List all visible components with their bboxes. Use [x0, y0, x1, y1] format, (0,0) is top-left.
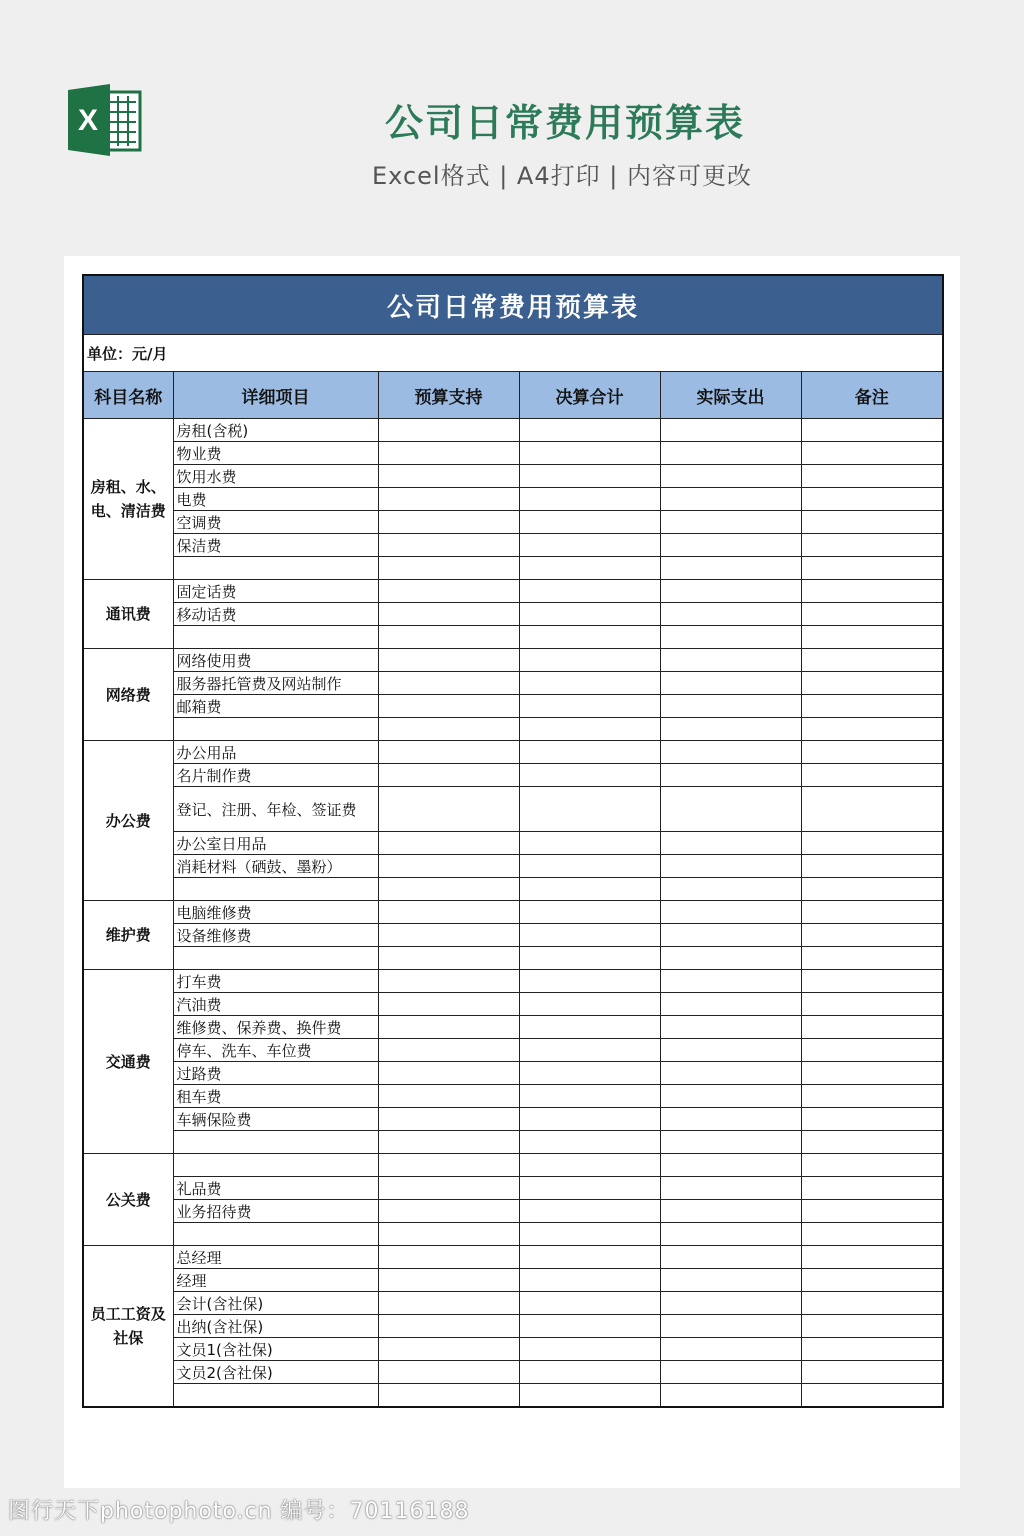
budget-cell[interactable]: [378, 901, 519, 924]
remark-cell[interactable]: [801, 970, 943, 993]
final-cell[interactable]: [519, 1131, 660, 1154]
budget-cell[interactable]: [378, 970, 519, 993]
budget-cell[interactable]: [378, 1039, 519, 1062]
detail-item-cell[interactable]: 维修费、保养费、换件费: [173, 1016, 378, 1039]
final-cell[interactable]: [519, 1223, 660, 1246]
remark-cell[interactable]: [801, 626, 943, 649]
remark-cell[interactable]: [801, 1246, 943, 1269]
final-cell[interactable]: [519, 855, 660, 878]
detail-item-cell[interactable]: [173, 626, 378, 649]
table-row: [83, 1315, 943, 1338]
actual-cell[interactable]: [660, 1039, 801, 1062]
final-cell[interactable]: [519, 672, 660, 695]
final-cell[interactable]: [519, 695, 660, 718]
final-cell[interactable]: [519, 1361, 660, 1384]
actual-cell[interactable]: [660, 442, 801, 465]
actual-cell[interactable]: [660, 580, 801, 603]
table-row: [83, 419, 943, 442]
final-cell[interactable]: [519, 1108, 660, 1131]
detail-item-cell[interactable]: 名片制作费: [173, 764, 378, 787]
remark-cell[interactable]: [801, 1361, 943, 1384]
table-row: [83, 1108, 943, 1131]
table-row: [83, 1062, 943, 1085]
budget-cell[interactable]: [378, 1177, 519, 1200]
actual-cell[interactable]: [660, 878, 801, 901]
table-row: [83, 1039, 943, 1062]
remark-cell[interactable]: [801, 1384, 943, 1408]
detail-item-cell[interactable]: 网络使用费: [173, 649, 378, 672]
table-row: [83, 672, 943, 695]
budget-cell[interactable]: [378, 1223, 519, 1246]
table-row: [83, 787, 943, 832]
actual-cell[interactable]: [660, 1384, 801, 1408]
detail-item-cell[interactable]: [173, 1384, 378, 1408]
remark-cell[interactable]: [801, 1292, 943, 1315]
budget-cell[interactable]: [378, 1246, 519, 1269]
page-title: 公司日常费用预算表: [384, 101, 745, 145]
actual-cell[interactable]: [660, 419, 801, 442]
table-row: [83, 626, 943, 649]
remark-cell[interactable]: [801, 1154, 943, 1177]
remark-cell[interactable]: [801, 511, 943, 534]
remark-cell[interactable]: [801, 718, 943, 741]
final-cell[interactable]: [519, 924, 660, 947]
final-cell[interactable]: [519, 741, 660, 764]
actual-cell[interactable]: [660, 947, 801, 970]
actual-cell[interactable]: [660, 787, 801, 832]
budget-cell[interactable]: [378, 1131, 519, 1154]
actual-cell[interactable]: [660, 557, 801, 580]
detail-item-cell[interactable]: 经理: [173, 1269, 378, 1292]
table-row: [83, 1338, 943, 1361]
remark-cell[interactable]: [801, 787, 943, 832]
budget-cell[interactable]: [378, 695, 519, 718]
actual-cell[interactable]: [660, 764, 801, 787]
budget-cell[interactable]: [378, 855, 519, 878]
detail-item-cell[interactable]: 出纳(含社保): [173, 1315, 378, 1338]
budget-cell[interactable]: [378, 672, 519, 695]
remark-cell[interactable]: [801, 947, 943, 970]
actual-cell[interactable]: [660, 855, 801, 878]
category-cell: 办公费: [83, 741, 173, 901]
detail-item-cell[interactable]: 车辆保险费: [173, 1108, 378, 1131]
budget-cell[interactable]: [378, 947, 519, 970]
actual-cell[interactable]: [660, 741, 801, 764]
actual-cell[interactable]: [660, 511, 801, 534]
page-subtitle: Excel格式 | A4打印 | 内容可更改: [372, 162, 752, 190]
table-row: [83, 1085, 943, 1108]
category-cell: 维护费: [83, 901, 173, 970]
col-header-budget: 预算支持: [378, 372, 519, 419]
actual-cell[interactable]: [660, 1131, 801, 1154]
excel-icon-letter: X: [77, 104, 99, 137]
table-row: [83, 1223, 943, 1246]
remark-cell[interactable]: [801, 878, 943, 901]
budget-cell[interactable]: [378, 832, 519, 855]
actual-cell[interactable]: [660, 1292, 801, 1315]
budget-cell[interactable]: [378, 511, 519, 534]
detail-item-cell[interactable]: 物业费: [173, 442, 378, 465]
actual-cell[interactable]: [660, 1085, 801, 1108]
remark-cell[interactable]: [801, 1338, 943, 1361]
budget-cell[interactable]: [378, 1154, 519, 1177]
remark-cell[interactable]: [801, 465, 943, 488]
table-row: [83, 1016, 943, 1039]
remark-cell[interactable]: [801, 901, 943, 924]
detail-item-cell[interactable]: [173, 557, 378, 580]
detail-item-cell[interactable]: 邮箱费: [173, 695, 378, 718]
final-cell[interactable]: [519, 993, 660, 1016]
actual-cell[interactable]: [660, 1361, 801, 1384]
detail-item-cell[interactable]: 打车费: [173, 970, 378, 993]
detail-item-cell[interactable]: 消耗材料（硒鼓、墨粉）: [173, 855, 378, 878]
remark-cell[interactable]: [801, 993, 943, 1016]
remark-cell[interactable]: [801, 488, 943, 511]
detail-item-cell[interactable]: 总经理: [173, 1246, 378, 1269]
table-row: [83, 603, 943, 626]
remark-cell[interactable]: [801, 695, 943, 718]
budget-cell[interactable]: [378, 1384, 519, 1408]
remark-cell[interactable]: [801, 832, 943, 855]
final-cell[interactable]: [519, 1384, 660, 1408]
final-cell[interactable]: [519, 970, 660, 993]
remark-cell[interactable]: [801, 1085, 943, 1108]
actual-cell[interactable]: [660, 1177, 801, 1200]
table-row: [83, 832, 943, 855]
final-cell[interactable]: [519, 1039, 660, 1062]
budget-cell[interactable]: [378, 649, 519, 672]
col-header-detail: 详细项目: [173, 372, 378, 419]
budget-cell[interactable]: [378, 1269, 519, 1292]
table-row: [83, 1384, 943, 1408]
remark-cell[interactable]: [801, 419, 943, 442]
budget-cell[interactable]: [378, 741, 519, 764]
budget-cell[interactable]: [378, 1108, 519, 1131]
budget-cell[interactable]: [378, 1062, 519, 1085]
table-row: [83, 557, 943, 580]
final-cell[interactable]: [519, 787, 660, 832]
budget-cell[interactable]: [378, 1016, 519, 1039]
detail-item-cell[interactable]: 设备维修费: [173, 924, 378, 947]
actual-cell[interactable]: [660, 695, 801, 718]
table-row: [83, 1246, 943, 1269]
table-row: [83, 465, 943, 488]
final-cell[interactable]: [519, 1315, 660, 1338]
table-row: [83, 1131, 943, 1154]
remark-cell[interactable]: [801, 1315, 943, 1338]
final-cell[interactable]: [519, 878, 660, 901]
detail-item-cell[interactable]: 固定话费: [173, 580, 378, 603]
table-row: [83, 855, 943, 878]
table-row: [83, 1154, 943, 1177]
remark-cell[interactable]: [801, 764, 943, 787]
actual-cell[interactable]: [660, 1154, 801, 1177]
detail-item-cell[interactable]: [173, 718, 378, 741]
remark-cell[interactable]: [801, 672, 943, 695]
budget-cell[interactable]: [378, 718, 519, 741]
remark-cell[interactable]: [801, 442, 943, 465]
detail-item-cell[interactable]: 过路费: [173, 1062, 378, 1085]
detail-item-cell[interactable]: 办公用品: [173, 741, 378, 764]
budget-cell[interactable]: [378, 787, 519, 832]
remark-cell[interactable]: [801, 1269, 943, 1292]
detail-item-cell[interactable]: 保洁费: [173, 534, 378, 557]
detail-item-cell[interactable]: 服务器托管费及网站制作: [173, 672, 378, 695]
final-cell[interactable]: [519, 649, 660, 672]
final-cell[interactable]: [519, 557, 660, 580]
table-row: [83, 878, 943, 901]
remark-cell[interactable]: [801, 1177, 943, 1200]
remark-cell[interactable]: [801, 1039, 943, 1062]
budget-cell[interactable]: [378, 488, 519, 511]
final-cell[interactable]: [519, 1154, 660, 1177]
budget-cell[interactable]: [378, 442, 519, 465]
col-header-final: 决算合计: [519, 372, 660, 419]
remark-cell[interactable]: [801, 603, 943, 626]
budget-cell[interactable]: [378, 1361, 519, 1384]
table-row: [83, 947, 943, 970]
final-cell[interactable]: [519, 764, 660, 787]
remark-cell[interactable]: [801, 1131, 943, 1154]
detail-item-cell[interactable]: [173, 1223, 378, 1246]
table-row: [83, 764, 943, 787]
table-row: [83, 511, 943, 534]
table-row: [83, 695, 943, 718]
actual-cell[interactable]: [660, 1200, 801, 1223]
table-row: [83, 534, 943, 557]
budget-cell[interactable]: [378, 764, 519, 787]
detail-item-cell[interactable]: 电费: [173, 488, 378, 511]
final-cell[interactable]: [519, 1246, 660, 1269]
actual-cell[interactable]: [660, 672, 801, 695]
actual-cell[interactable]: [660, 1016, 801, 1039]
final-cell[interactable]: [519, 1338, 660, 1361]
table-row: [83, 1292, 943, 1315]
budget-cell[interactable]: [378, 1338, 519, 1361]
budget-cell[interactable]: [378, 557, 519, 580]
detail-item-cell[interactable]: 移动话费: [173, 603, 378, 626]
table-row: [83, 924, 943, 947]
final-cell[interactable]: [519, 1292, 660, 1315]
final-cell[interactable]: [519, 1085, 660, 1108]
final-cell[interactable]: [519, 718, 660, 741]
detail-item-cell[interactable]: [173, 1154, 378, 1177]
remark-cell[interactable]: [801, 741, 943, 764]
budget-cell[interactable]: [378, 993, 519, 1016]
col-header-actual: 实际支出: [660, 372, 801, 419]
remark-cell[interactable]: [801, 924, 943, 947]
final-cell[interactable]: [519, 1269, 660, 1292]
actual-cell[interactable]: [660, 465, 801, 488]
table-row: [83, 993, 943, 1016]
final-cell[interactable]: [519, 465, 660, 488]
actual-cell[interactable]: [660, 1108, 801, 1131]
detail-item-cell[interactable]: 礼品费: [173, 1177, 378, 1200]
actual-cell[interactable]: [660, 1246, 801, 1269]
actual-cell[interactable]: [660, 1315, 801, 1338]
table-row: [83, 741, 943, 764]
actual-cell[interactable]: [660, 603, 801, 626]
actual-cell[interactable]: [660, 1269, 801, 1292]
remark-cell[interactable]: [801, 1062, 943, 1085]
remark-cell[interactable]: [801, 580, 943, 603]
remark-cell[interactable]: [801, 1016, 943, 1039]
budget-cell[interactable]: [378, 419, 519, 442]
actual-cell[interactable]: [660, 924, 801, 947]
final-cell[interactable]: [519, 901, 660, 924]
detail-item-cell[interactable]: 登记、注册、年检、签证费: [173, 787, 378, 832]
remark-cell[interactable]: [801, 1223, 943, 1246]
detail-item-cell[interactable]: 空调费: [173, 511, 378, 534]
detail-item-cell[interactable]: 办公室日用品: [173, 832, 378, 855]
detail-item-cell[interactable]: [173, 878, 378, 901]
category-cell: 网络费: [83, 649, 173, 741]
final-cell[interactable]: [519, 1062, 660, 1085]
table-row: [83, 442, 943, 465]
category-cell: 房租、水、电、清洁费: [83, 419, 173, 580]
table-row: [83, 580, 943, 603]
detail-item-cell[interactable]: [173, 947, 378, 970]
budget-cell[interactable]: [378, 878, 519, 901]
table-row: [83, 1200, 943, 1223]
detail-item-cell[interactable]: 会计(含社保): [173, 1292, 378, 1315]
budget-cell[interactable]: [378, 1085, 519, 1108]
table-row: [83, 488, 943, 511]
unit-label: 单位：元/月: [83, 335, 943, 372]
detail-item-cell[interactable]: 业务招待费: [173, 1200, 378, 1223]
actual-cell[interactable]: [660, 488, 801, 511]
final-cell[interactable]: [519, 511, 660, 534]
budget-cell[interactable]: [378, 580, 519, 603]
detail-item-cell[interactable]: 饮用水费: [173, 465, 378, 488]
final-cell[interactable]: [519, 580, 660, 603]
actual-cell[interactable]: [660, 832, 801, 855]
watermark: 图行天下photophoto.cn 编号：70116188: [8, 1499, 470, 1524]
detail-item-cell[interactable]: [173, 1131, 378, 1154]
remark-cell[interactable]: [801, 557, 943, 580]
final-cell[interactable]: [519, 1200, 660, 1223]
final-cell[interactable]: [519, 1177, 660, 1200]
actual-cell[interactable]: [660, 1338, 801, 1361]
budget-cell[interactable]: [378, 924, 519, 947]
remark-cell[interactable]: [801, 855, 943, 878]
detail-item-cell[interactable]: 文员1(含社保): [173, 1338, 378, 1361]
budget-cell[interactable]: [378, 1315, 519, 1338]
final-cell[interactable]: [519, 1016, 660, 1039]
table-row: [83, 649, 943, 672]
detail-item-cell[interactable]: 文员2(含社保): [173, 1361, 378, 1384]
final-cell[interactable]: [519, 419, 660, 442]
final-cell[interactable]: [519, 442, 660, 465]
table-row: [83, 718, 943, 741]
budget-table: [82, 274, 944, 1408]
col-header-category: 科目名称: [83, 372, 173, 419]
remark-cell[interactable]: [801, 649, 943, 672]
final-cell[interactable]: [519, 832, 660, 855]
detail-item-cell[interactable]: 租车费: [173, 1085, 378, 1108]
detail-item-cell[interactable]: 电脑维修费: [173, 901, 378, 924]
budget-cell[interactable]: [378, 1292, 519, 1315]
actual-cell[interactable]: [660, 901, 801, 924]
final-cell[interactable]: [519, 534, 660, 557]
actual-cell[interactable]: [660, 1223, 801, 1246]
actual-cell[interactable]: [660, 970, 801, 993]
budget-cell[interactable]: [378, 534, 519, 557]
budget-cell[interactable]: [378, 626, 519, 649]
final-cell[interactable]: [519, 488, 660, 511]
final-cell[interactable]: [519, 626, 660, 649]
remark-cell[interactable]: [801, 1200, 943, 1223]
remark-cell[interactable]: [801, 1108, 943, 1131]
table-row: [83, 1177, 943, 1200]
category-cell: 公关费: [83, 1154, 173, 1246]
table-row: [83, 970, 943, 993]
budget-cell[interactable]: [378, 603, 519, 626]
category-cell: 通讯费: [83, 580, 173, 649]
actual-cell[interactable]: [660, 718, 801, 741]
final-cell[interactable]: [519, 947, 660, 970]
budget-cell[interactable]: [378, 1200, 519, 1223]
table-row: [83, 901, 943, 924]
detail-item-cell[interactable]: 停车、洗车、车位费: [173, 1039, 378, 1062]
actual-cell[interactable]: [660, 1062, 801, 1085]
budget-cell[interactable]: [378, 465, 519, 488]
actual-cell[interactable]: [660, 993, 801, 1016]
actual-cell[interactable]: [660, 649, 801, 672]
final-cell[interactable]: [519, 603, 660, 626]
detail-item-cell[interactable]: 房租(含税): [173, 419, 378, 442]
sheet-title: 公司日常费用预算表: [83, 275, 943, 335]
detail-item-cell[interactable]: 汽油费: [173, 993, 378, 1016]
remark-cell[interactable]: [801, 534, 943, 557]
actual-cell[interactable]: [660, 626, 801, 649]
table-row: [83, 1269, 943, 1292]
category-cell: 员工工资及社保: [83, 1246, 173, 1408]
actual-cell[interactable]: [660, 534, 801, 557]
category-cell: 交通费: [83, 970, 173, 1154]
col-header-remark: 备注: [801, 372, 943, 419]
table-row: [83, 1361, 943, 1384]
